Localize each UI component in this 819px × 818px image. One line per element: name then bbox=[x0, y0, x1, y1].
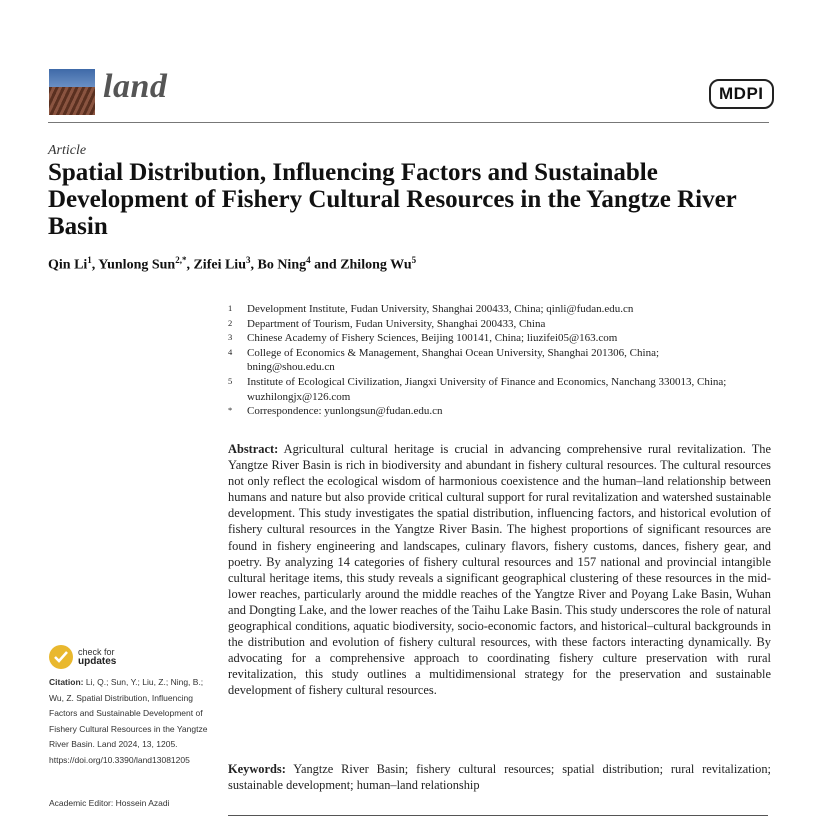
checkmark-icon bbox=[49, 645, 73, 669]
abstract-label: Abstract: bbox=[228, 442, 279, 456]
author-separator: , bbox=[91, 257, 99, 273]
logo-sky bbox=[49, 69, 95, 87]
keywords-label: Keywords: bbox=[228, 762, 286, 776]
article-type: Article bbox=[48, 143, 87, 158]
affiliation-number: 2 bbox=[228, 317, 233, 328]
keywords bbox=[228, 761, 771, 793]
publisher-logo: MDPI bbox=[709, 79, 774, 109]
author-name[interactable]: Zifei Liu bbox=[193, 257, 246, 273]
author-name[interactable]: Yunlong Sun bbox=[98, 257, 176, 273]
journal-name: land bbox=[103, 68, 168, 105]
footer-divider bbox=[228, 815, 768, 816]
affiliation-item bbox=[228, 331, 773, 346]
affiliation-line: Department of Tourism, Fudan University, Shanghai 200433, China bbox=[247, 317, 546, 330]
affiliation-number: * bbox=[228, 405, 233, 416]
author-separator: and bbox=[310, 257, 341, 273]
affiliation-number: 4 bbox=[228, 346, 233, 357]
author-affiliation-mark: 5 bbox=[411, 255, 417, 265]
affiliation-item bbox=[228, 346, 773, 375]
check-line1: check for bbox=[78, 647, 115, 657]
logo-soil bbox=[49, 87, 95, 115]
keywords-text: Yangtze River Basin; fishery cultural resources; spatial distribution; rural revitalization; sustainable development; human–land relationship bbox=[228, 762, 771, 793]
affiliation-line: wuzhilongjx@126.com bbox=[247, 390, 351, 403]
affiliation-line: Chinese Academy of Fishery Sciences, Beijing 100141, China; liuzifei05@163.com bbox=[247, 332, 618, 345]
affiliation-line: Development Institute, Fudan University, Shanghai 200433, China; qinli@fudan.edu.cn bbox=[247, 303, 634, 315]
header-divider bbox=[48, 122, 769, 123]
affiliation-line: College of Economics & Management, Shanghai Ocean University, Shanghai 201306, China; bbox=[247, 346, 660, 359]
affiliation-line: Institute of Ecological Civilization, Jiangxi University of Finance and Economics, Nanchang 330013, China; bbox=[247, 375, 727, 388]
author-list bbox=[48, 255, 416, 274]
author-affiliation-mark: 4 bbox=[306, 255, 311, 265]
abstract bbox=[228, 441, 771, 699]
author-affiliation-mark: 2,* bbox=[175, 255, 187, 265]
author-name[interactable]: Qin Li bbox=[48, 257, 88, 273]
author-affiliation-mark: 1 bbox=[87, 255, 92, 265]
author-name[interactable]: Zhilong Wu bbox=[340, 257, 412, 273]
author-affiliation-mark: 3 bbox=[245, 255, 251, 265]
citation bbox=[49, 675, 215, 768]
affiliations bbox=[228, 302, 773, 419]
paper-title: Spatial Distribution, Influencing Factors and Sustainable Development of Fishery Cultural Resources in the Yangtze River Basin bbox=[48, 159, 737, 240]
check-for-updates-text bbox=[78, 647, 116, 667]
affiliation-item bbox=[228, 302, 773, 317]
author-name[interactable]: Bo Ning bbox=[257, 257, 307, 273]
abstract-text: Agricultural cultural heritage is crucial in advancing comprehensive rural revitalization. The Yangtze River Basin is rich in biodiversity and abundant in fishery cultural resources. The cultural resources not only reflect the ecological wisdom of harmonious coexistence and the human–land relationship between humans and nature but also provide critical cultural support for rural revitalization and watershed sustainable development. This study investigates the spatial distribution, influencing factors, and historical evolution of fishery cultural resources in the Yangtze River Basin. The highest proportions of significant resources are found in fishery engineering and landscapes, culinary flavors, fishery customs, dances, fishery gear, and poetry. By analyzing 14 categories of fishery cultural resources and 157 national and provincial intangible cultural heritage items, this study reveals a significant geographical clustering of these resources in the mid-lower reaches, particularly around the middle reaches of the Yangtze River and Poyang Lake Basin, Wuhan and Dongting Lake, and the lower reaches of the Taihu Lake Basin. This study underscores the role of natural geographical conditions, aquatic biodiversity, socio-economic factors, and historical–cultural backgrounds in the distribution and evolution of fishery cultural resources, with these factors interacting dynamically. By advocating for a comprehensive approach to coordinating fishery culture preservation with rural revitalization, this study outlines a multidimensional strategy for the preservation and sustainable development of fishery cultural resources. bbox=[228, 442, 772, 698]
citation-label: Citation: bbox=[49, 677, 84, 687]
affiliation-line: bning@shou.edu.cn bbox=[247, 361, 335, 374]
author-separator: , bbox=[250, 257, 258, 273]
affiliation-number: 5 bbox=[228, 375, 233, 386]
citation-text: Li, Q.; Sun, Y.; Liu, Z.; Ning, B.; Wu, Z. Spatial Distribution, Influencing Factors and Sustainable Development of Fishery Cultural Resources in the Yangtze River Basin. Land 2024, 13, 1205. https://doi.org/10.3390/land13081205 bbox=[49, 677, 208, 765]
affiliation-number: 1 bbox=[228, 303, 233, 313]
check-line2: updates bbox=[78, 656, 117, 667]
affiliation-number: 3 bbox=[228, 332, 233, 343]
affiliation-line: Correspondence: yunlongsun@fudan.edu.cn bbox=[247, 405, 443, 418]
affiliation-item bbox=[228, 404, 773, 419]
author-separator: , bbox=[186, 257, 194, 273]
affiliation-item bbox=[228, 317, 773, 332]
academic-editor: Academic Editor: Hossein Azadi bbox=[49, 798, 170, 808]
affiliation-item bbox=[228, 375, 773, 404]
journal-logo-image bbox=[49, 69, 95, 115]
